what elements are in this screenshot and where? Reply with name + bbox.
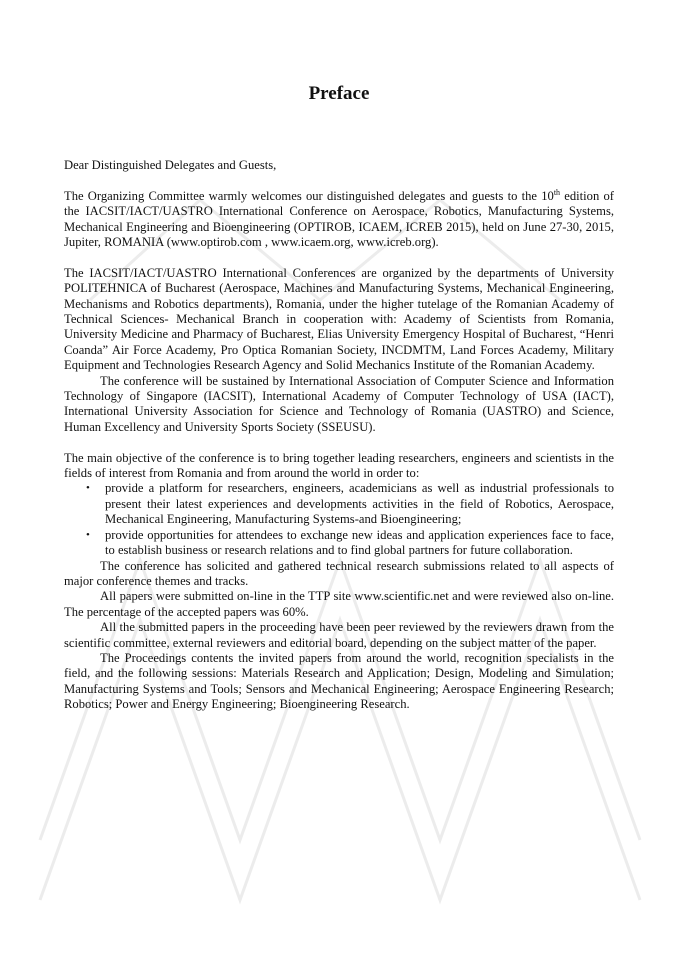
paragraph-organizers: The IACSIT/IACT/UASTRO International Conferences are organized by the departments of University POLITEHNICA of Bucharest (Aerospace, Machines and Manufacturing Systems, Mechanical Engineering, Mechanisms and Robotics departments), Romania, under the higher tutelage of the Romanian Academy of Technical Sciences- Mechanical Branch in cooperation with: Academy of Scientists from Romania, University Medicine and Pharmacy of Bucharest, Elias University Emergency Hospital of Bucharest, “Henri Coanda” Air Force Academy, Pro Optica Romanian Society, INCDMTM, Land Forces Academy, Military Equipment and Technologies Research Agency and Solid Mechanics Institute of the Romanian Academy.: [64, 265, 614, 373]
paragraph-welcome: [64, 189, 614, 251]
paragraph-online-review: All papers were submitted on-line in the TTP site www.scientific.net and were reviewed also on-line. The percentage of the accepted papers was 60%.: [64, 589, 614, 619]
paragraph-sponsors: The conference will be sustained by International Association of Computer Science and Information Technology of Singapore (IACSIT), International Academy of Computer Technology of USA (IACT), International University Association for Science and Technology of Romania (UASTRO) and Science, Human Excellency and University Sports Society (SSEUSU).: [64, 373, 614, 434]
paragraph-objective: The main objective of the conference is to bring together leading researchers, engineers and scientists in the fields of interest from Romania and from around the world in order to:: [64, 450, 614, 481]
paragraph-peer-review: All the submitted papers in the proceeding have been peer reviewed by the reviewers drawn from the scientific committee, external reviewers and editorial board, depending on the subject matter of the paper.: [64, 620, 614, 650]
paragraph-submissions: The conference has solicited and gathered technical research submissions related to all aspects of major conference themes and tracks.: [64, 558, 614, 588]
bullet-icon: •: [86, 528, 90, 541]
ordinal-suffix: th: [553, 187, 561, 197]
bullet-icon: •: [86, 482, 90, 495]
list-item: [64, 481, 614, 527]
page-title: Preface: [308, 83, 370, 104]
welcome-text-start: The Organizing Committee warmly welcomes our distinguished delegates and guests to the 10: [64, 188, 554, 203]
document-body: [64, 158, 614, 713]
paragraph-proceedings: The Proceedings contents the invited papers from around the world, recognition specialists in the field, and the following sessions: Materials Research and Application; Design, Modeling and Simulation; Manufacturing Systems and Tools; Sensors and Mechanical Engineering; Aerospace Engineering Research; Robotics; Power and Energy Engineering; Bioengineering Research.: [64, 650, 614, 712]
list-item-text: provide opportunities for attendees to exchange new ideas and application experiences face to face, to establish business or research relations and to find global partners for future collaboration.: [105, 527, 614, 558]
greeting: Dear Distinguished Delegates and Guests,: [64, 158, 277, 172]
list-item: [64, 528, 614, 559]
objective-list: [64, 481, 614, 558]
welcome-text-end: edition of the IACSIT/IACT/UASTRO International Conference on Aerospace, Robotics, Manufacturing Systems, Mechanical Engineering and Bioengineering (OPTIROB, ICAEM, ICREB 2015), held on June 27-30, 2015, Jupiter, ROMANIA (www.optirob.com , www.icaem.org, www.icreb.org).: [64, 188, 614, 250]
list-item-text: provide a platform for researchers, engineers, academicians as well as industrial professionals to present their latest experiences and developments activities in the field of Robotics, Aerospace, Mechanical Engineering, Manufacturing Systems-and Bioengineering;: [105, 481, 614, 527]
